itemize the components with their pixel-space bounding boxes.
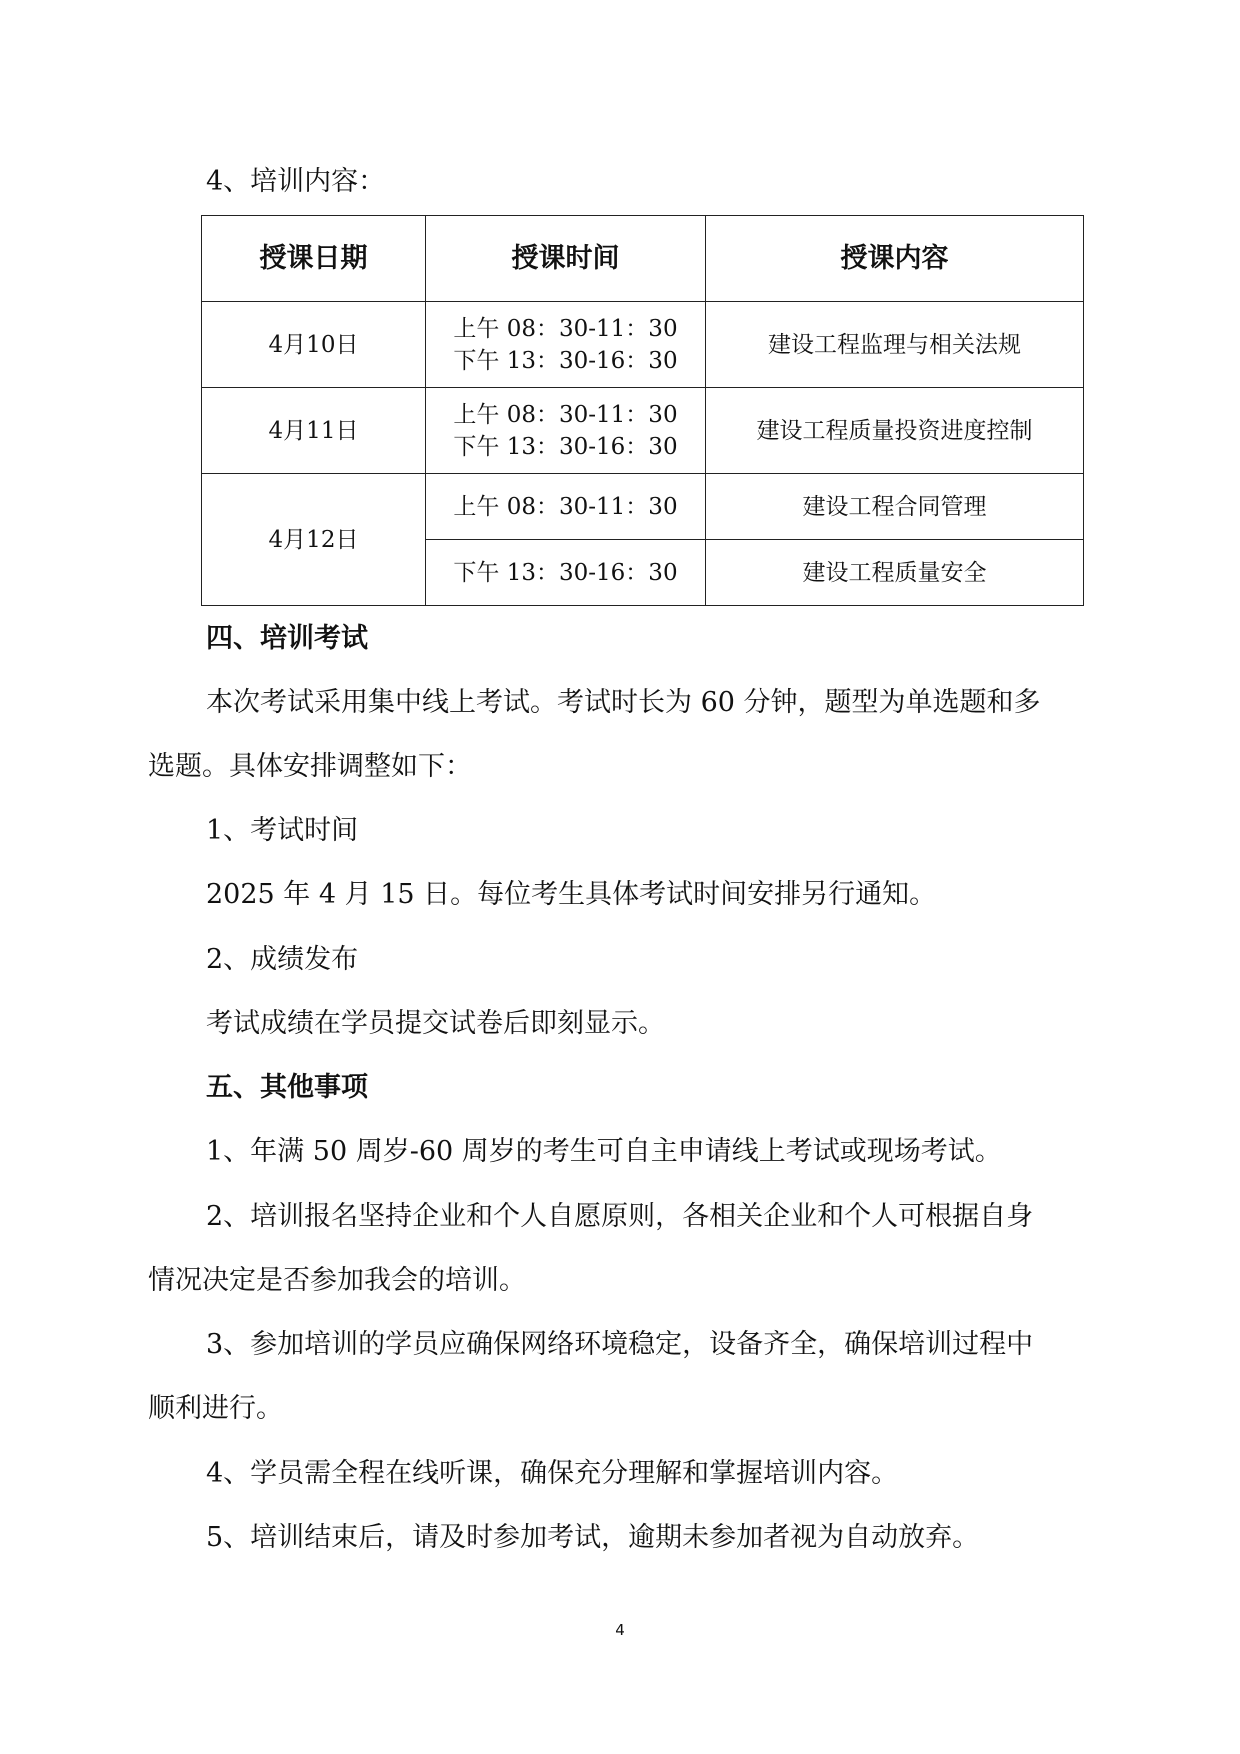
cell-content: 建设工程质量投资进度控制 xyxy=(706,388,1084,474)
other-item-4: 4、学员需全程在线听课，确保充分理解和掌握培训内容。 xyxy=(206,1458,899,1489)
exam-intro-line2: 选题。具体安排调整如下： xyxy=(148,751,472,782)
exam-section-heading: 四、培训考试 xyxy=(206,623,368,654)
time-am: 上午 08：30-11：30 xyxy=(453,401,678,428)
training-content-heading: 4、培训内容： xyxy=(206,166,386,197)
other-item-2-line2: 情况决定是否参加我会的培训。 xyxy=(148,1265,526,1296)
cell-date: 4月12日 xyxy=(202,474,426,606)
exam-time-title: 1、考试时间 xyxy=(206,815,359,846)
table-row xyxy=(202,474,1084,540)
time-pm: 下午 13：30-16：30 xyxy=(453,433,678,460)
cell-time xyxy=(426,302,706,388)
exam-intro-line1: 本次考试采用集中线上考试。考试时长为 60 分钟，题型为单选题和多 xyxy=(206,687,1041,718)
header-content: 授课内容 xyxy=(706,216,1084,302)
cell-time-am: 上午 08：30-11：30 xyxy=(426,474,706,540)
other-item-3-line1: 3、参加培训的学员应确保网络环境稳定，设备齐全，确保培训过程中 xyxy=(206,1329,1034,1360)
header-date: 授课日期 xyxy=(202,216,426,302)
page-number: 4 xyxy=(615,1621,625,1639)
cell-content: 建设工程监理与相关法规 xyxy=(706,302,1084,388)
other-item-5: 5、培训结束后，请及时参加考试，逾期未参加者视为自动放弃。 xyxy=(206,1522,980,1553)
cell-date: 4月11日 xyxy=(202,388,426,474)
table-row xyxy=(202,388,1084,474)
cell-time-pm: 下午 13：30-16：30 xyxy=(426,540,706,606)
cell-time xyxy=(426,388,706,474)
table-header-row xyxy=(202,216,1084,302)
cell-content-pm: 建设工程质量安全 xyxy=(706,540,1084,606)
other-item-3-line2: 顺利进行。 xyxy=(148,1393,283,1424)
exam-time-text: 2025 年 4 月 15 日。每位考生具体考试时间安排另行通知。 xyxy=(206,879,937,910)
table-row xyxy=(202,302,1084,388)
cell-content-am: 建设工程合同管理 xyxy=(706,474,1084,540)
time-am: 上午 08：30-11：30 xyxy=(453,315,678,342)
other-item-1: 1、年满 50 周岁-60 周岁的考生可自主申请线上考试或现场考试。 xyxy=(206,1136,1002,1167)
score-release-text: 考试成绩在学员提交试卷后即刻显示。 xyxy=(206,1008,665,1039)
cell-date: 4月10日 xyxy=(202,302,426,388)
header-time: 授课时间 xyxy=(426,216,706,302)
other-section-heading: 五、其他事项 xyxy=(206,1072,368,1103)
other-item-2-line1: 2、培训报名坚持企业和个人自愿原则，各相关企业和个人可根据自身 xyxy=(206,1201,1034,1232)
time-pm: 下午 13：30-16：30 xyxy=(453,347,678,374)
schedule-table xyxy=(201,215,1084,606)
score-release-title: 2、成绩发布 xyxy=(206,944,359,975)
